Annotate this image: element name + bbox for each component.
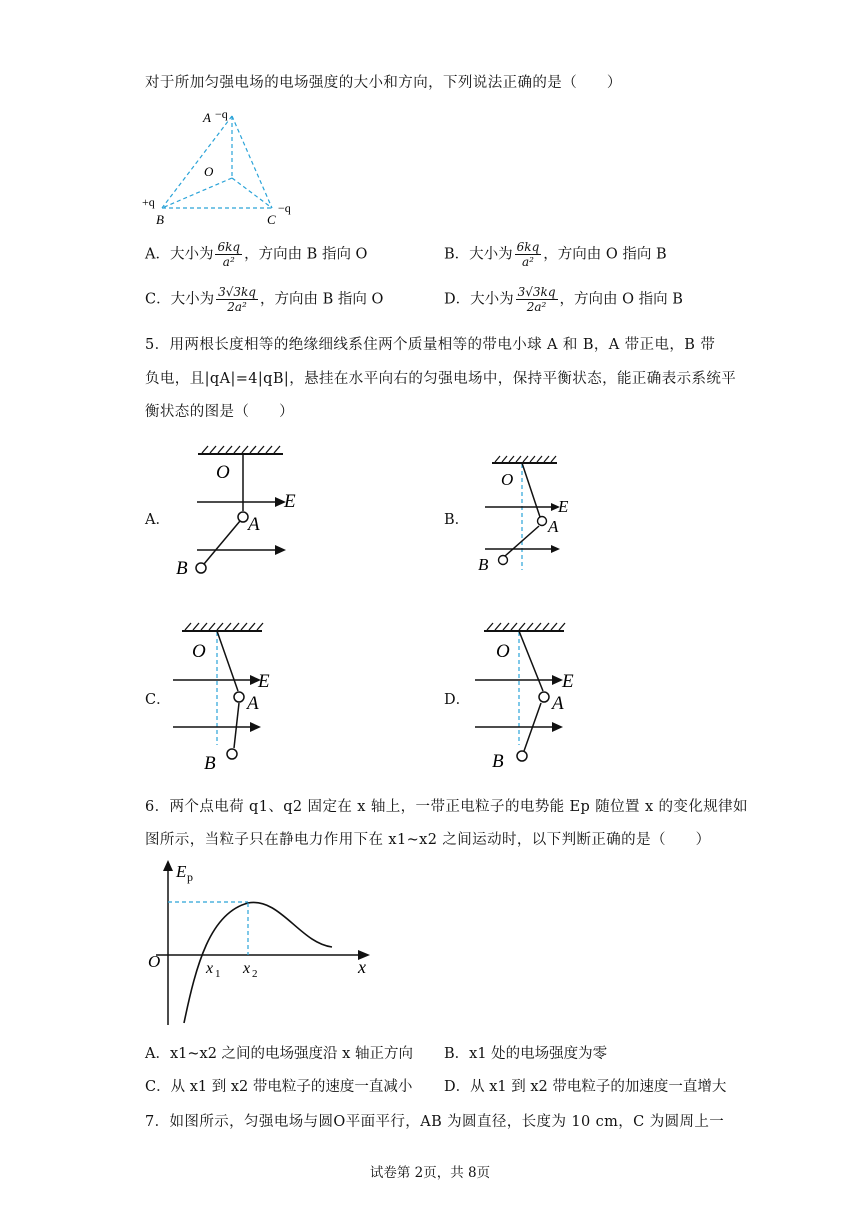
svg-text:x: x: [206, 960, 214, 977]
svg-text:A: A: [548, 517, 559, 536]
charge-C: −q: [278, 201, 291, 215]
svg-text:A: A: [247, 693, 259, 714]
svg-text:O: O: [501, 470, 514, 489]
charge-B: +q: [142, 195, 155, 209]
label-B: B: [156, 212, 164, 227]
q6-line-1: 6．两个点电荷 q1、q2 固定在 x 轴上，一带正电粒子的电势能 Ep 随位置 x 的变化规律如: [145, 799, 748, 815]
q6-option-a[interactable]: A．x1~x2 之间的电场强度沿 x 轴正方向: [145, 1046, 413, 1062]
svg-text:E: E: [258, 671, 270, 692]
q6-option-d[interactable]: D．从 x1 到 x2 带电粒子的加速度一直增大: [444, 1079, 727, 1095]
svg-text:E: E: [176, 862, 187, 881]
svg-text:1: 1: [215, 968, 221, 980]
q5-figure-b: [472, 450, 592, 584]
q5-option-a-label[interactable]: A．: [145, 512, 170, 528]
svg-text:A: A: [248, 514, 260, 535]
label-A: A: [203, 110, 211, 125]
svg-text:x: x: [358, 957, 366, 977]
q4-triangle-figure: [140, 100, 300, 234]
q6-option-b[interactable]: B．x1 处的电场强度为零: [444, 1046, 608, 1062]
q5-option-b-label[interactable]: B．: [444, 512, 470, 528]
q5-option-c-label[interactable]: C．: [145, 692, 171, 708]
svg-text:B: B: [204, 753, 216, 774]
svg-text:p: p: [187, 870, 193, 884]
svg-text:B: B: [492, 751, 504, 772]
q5-line-3: 衡状态的图是（ ）: [145, 404, 294, 420]
q4-option-a[interactable]: A．大小为 $\frac{6kq}{\text{a²}}$ ，方向由 B 指向 O: [145, 240, 368, 269]
svg-text:A: A: [552, 693, 564, 714]
q5-line-2: 负电，且|qA|=4|qB|，悬挂在水平向右的匀强电场中，保持平衡状态，能正确表示系统平: [145, 371, 737, 387]
svg-text:E: E: [558, 497, 569, 516]
svg-text:O: O: [148, 952, 161, 971]
q7-line-1: 7．如图所示，匀强电场与圆O平面平行，AB 为圆直径，长度为 10 cm，C 为圆周上一: [145, 1114, 725, 1130]
q6-ep-graph: [140, 855, 380, 1034]
label-C: C: [267, 212, 276, 227]
q4-stem: 对于所加匀强电场的电场强度的大小和方向，下列说法正确的是（ ）: [145, 75, 622, 91]
label-O: O: [204, 164, 214, 179]
svg-text:B: B: [478, 555, 489, 574]
svg-text:O: O: [192, 641, 206, 662]
q5-option-d-label[interactable]: D．: [444, 692, 471, 708]
svg-text:E: E: [562, 671, 574, 692]
q6-option-c[interactable]: C．从 x1 到 x2 带电粒子的速度一直减小: [145, 1079, 413, 1095]
svg-text:O: O: [496, 641, 510, 662]
q5-figure-a: [170, 440, 310, 584]
q5-figure-d: [472, 615, 592, 779]
q4-option-b[interactable]: B．大小为 $\frac{6kq}{\text{a²}}$ ，方向由 O 指向 B: [444, 240, 667, 269]
q4-option-c[interactable]: C．大小为 $\frac{3√3kq}{\text{2a²}}$ ，方向由 B 指向 O: [145, 285, 384, 314]
svg-text:E: E: [284, 491, 296, 512]
svg-text:x: x: [243, 960, 251, 977]
q5-figure-c: [170, 615, 290, 779]
svg-text:B: B: [176, 558, 188, 579]
q5-line-1: 5．用两根长度相等的绝缘细线系住两个质量相等的带电小球 A 和 B，A 带正电，B 带: [145, 337, 716, 353]
page-footer: 试卷第 2页，共 8页: [369, 1165, 491, 1181]
svg-text:O: O: [216, 462, 230, 483]
q4-option-d[interactable]: D．大小为 $\frac{3√3kq}{\text{2a²}}$ ，方向由 O 指向 B: [444, 285, 683, 314]
charge-A: −q: [215, 107, 228, 121]
svg-text:2: 2: [252, 968, 258, 980]
q6-line-2: 图所示，当粒子只在静电力作用下在 x1~x2 之间运动时，以下判断正确的是（ ）: [145, 832, 711, 848]
